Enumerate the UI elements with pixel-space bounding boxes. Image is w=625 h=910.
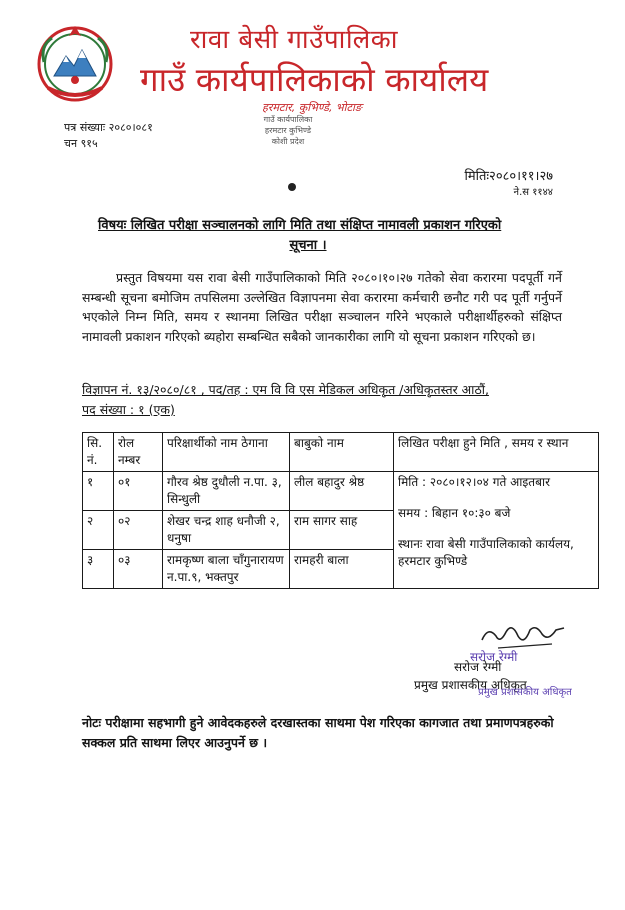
header-roll: रोल नम्बर bbox=[114, 433, 163, 472]
table-row bbox=[83, 472, 599, 511]
signatory-title: प्रमुख प्रशासकीय अधिकृत bbox=[414, 678, 527, 692]
table-header-row bbox=[83, 433, 599, 472]
subject-line1: विषयः लिखित परीक्षा सञ्चालनको लागि मिति तथा संक्षिप्त नामावली प्रकाशन गरिएको bbox=[98, 218, 502, 233]
chalan-number: चन ९१५ bbox=[64, 137, 98, 150]
cell-sn: ३ bbox=[83, 550, 114, 589]
advertisement-line2: पद संख्या : १ (एक) bbox=[82, 401, 175, 417]
ink-dot bbox=[288, 183, 296, 191]
seal-line: हरमटार कुभिण्डे bbox=[264, 126, 312, 135]
exam-time: समय : बिहान १०:३० बजे bbox=[398, 506, 511, 520]
seal-line: कोशी प्रदेश bbox=[271, 137, 305, 146]
subject-line2: सूचना । bbox=[289, 238, 327, 253]
cell-name: रामकृष्ण बाला चाँगुनारायण न.पा.९, भक्तपुर bbox=[163, 550, 290, 589]
cell-father: रामहरी बाला bbox=[290, 550, 394, 589]
cell-name: गौरव श्रेष्ठ दुधौली न.पा. ३, सिन्धुली bbox=[163, 472, 290, 511]
exam-date: मिति : २०८०।१२।०४ गते आइतबार bbox=[398, 475, 551, 489]
cell-roll: ०२ bbox=[114, 511, 163, 550]
signature-stamp-name: सरोज रेग्मी bbox=[470, 650, 518, 664]
header-father: बाबुको नाम bbox=[290, 433, 394, 472]
signature-stamp-title: प्रमुख प्रशासकीय अधिकृत bbox=[478, 687, 572, 698]
seal-line: गाउँ कार्यपालिका bbox=[263, 115, 313, 124]
advertisement-line1: विज्ञापन नं. १३/२०८०/८१ , पद/तह : एम वि वि एस मेडिकल अधिकृत /अधिकृतस्तर आठौं, bbox=[82, 382, 489, 397]
nepal-sambat-date: ने.स ११४४ bbox=[513, 187, 553, 198]
office-seal-text bbox=[218, 114, 358, 174]
nepal-emblem-icon bbox=[34, 18, 116, 110]
cell-father: राम सागर साह bbox=[290, 511, 394, 550]
advertisement-info bbox=[82, 380, 562, 419]
cell-name: शेखर चन्द्र शाह धनौजी २, धनुषा bbox=[163, 511, 290, 550]
cell-sn: २ bbox=[83, 511, 114, 550]
signatory-name: सरोज रेग्मी bbox=[454, 660, 502, 674]
cell-sn: १ bbox=[83, 472, 114, 511]
header-sn: सि. नं. bbox=[83, 433, 114, 472]
exam-place: स्थानः रावा बेसी गाउँपालिकाको कार्यलय, हरमटार कुभिण्डे bbox=[398, 537, 574, 568]
cell-roll: ०३ bbox=[114, 550, 163, 589]
header-exam: लिखित परीक्षा हुने मिति , समय र स्थान bbox=[394, 433, 599, 472]
letter-number: पत्र संख्याः २०८०।०८१ bbox=[64, 121, 153, 134]
issue-date: मितिः२०८०।११।२७ bbox=[464, 169, 553, 184]
candidate-table bbox=[82, 432, 599, 589]
cell-exam-details bbox=[394, 472, 599, 589]
cell-roll: ०१ bbox=[114, 472, 163, 511]
office-name-line1: रावा बेसी गाउँपालिका bbox=[190, 25, 398, 55]
notice-body: प्रस्तुत विषयमा यस रावा बेसी गाउँपालिकाको मिति २०८०।१०।२७ गतेको सेवा करारमा पदपूर्ती गर्ने सम्बन्धी सूचना बमोजिम तपसिलमा उल्लेखित विज्ञापनमा सेवा करारमा कर्मचारी छनौट गरी पद पूर्ती गर्नुपर्ने भएकोले निम्न मिति, समय र स्थानमा लिखित परीक्षा सञ्चालन गरिने भएकाले परीक्षार्थीहरुको संक्षिप्त नामावली प्रकाशन गरिएको ब्यहोरा सम्बन्धित सबैको जानकारीका लागि यो सूचना प्रकाशन गरिएको छ। bbox=[82, 270, 562, 344]
cell-father: लील बहादुर श्रेष्ठ bbox=[290, 472, 394, 511]
subject bbox=[98, 216, 558, 256]
office-address: हरमटार, कुभिण्डे, भोटाङ bbox=[262, 101, 362, 114]
note: नोटः परीक्षामा सहभागी हुने आवेदकहरुले दरखास्तका साथमा पेश गरिएका कागजात तथा प्रमाणपत्रहरुको सक्कल प्रति साथमा लिएर आउनुपर्ने छ । bbox=[82, 715, 554, 750]
header-name: परिक्षार्थीको नाम ठेगाना bbox=[163, 433, 290, 472]
office-name-line2: गाउँ कार्यपालिकाको कार्यालय bbox=[140, 60, 489, 99]
